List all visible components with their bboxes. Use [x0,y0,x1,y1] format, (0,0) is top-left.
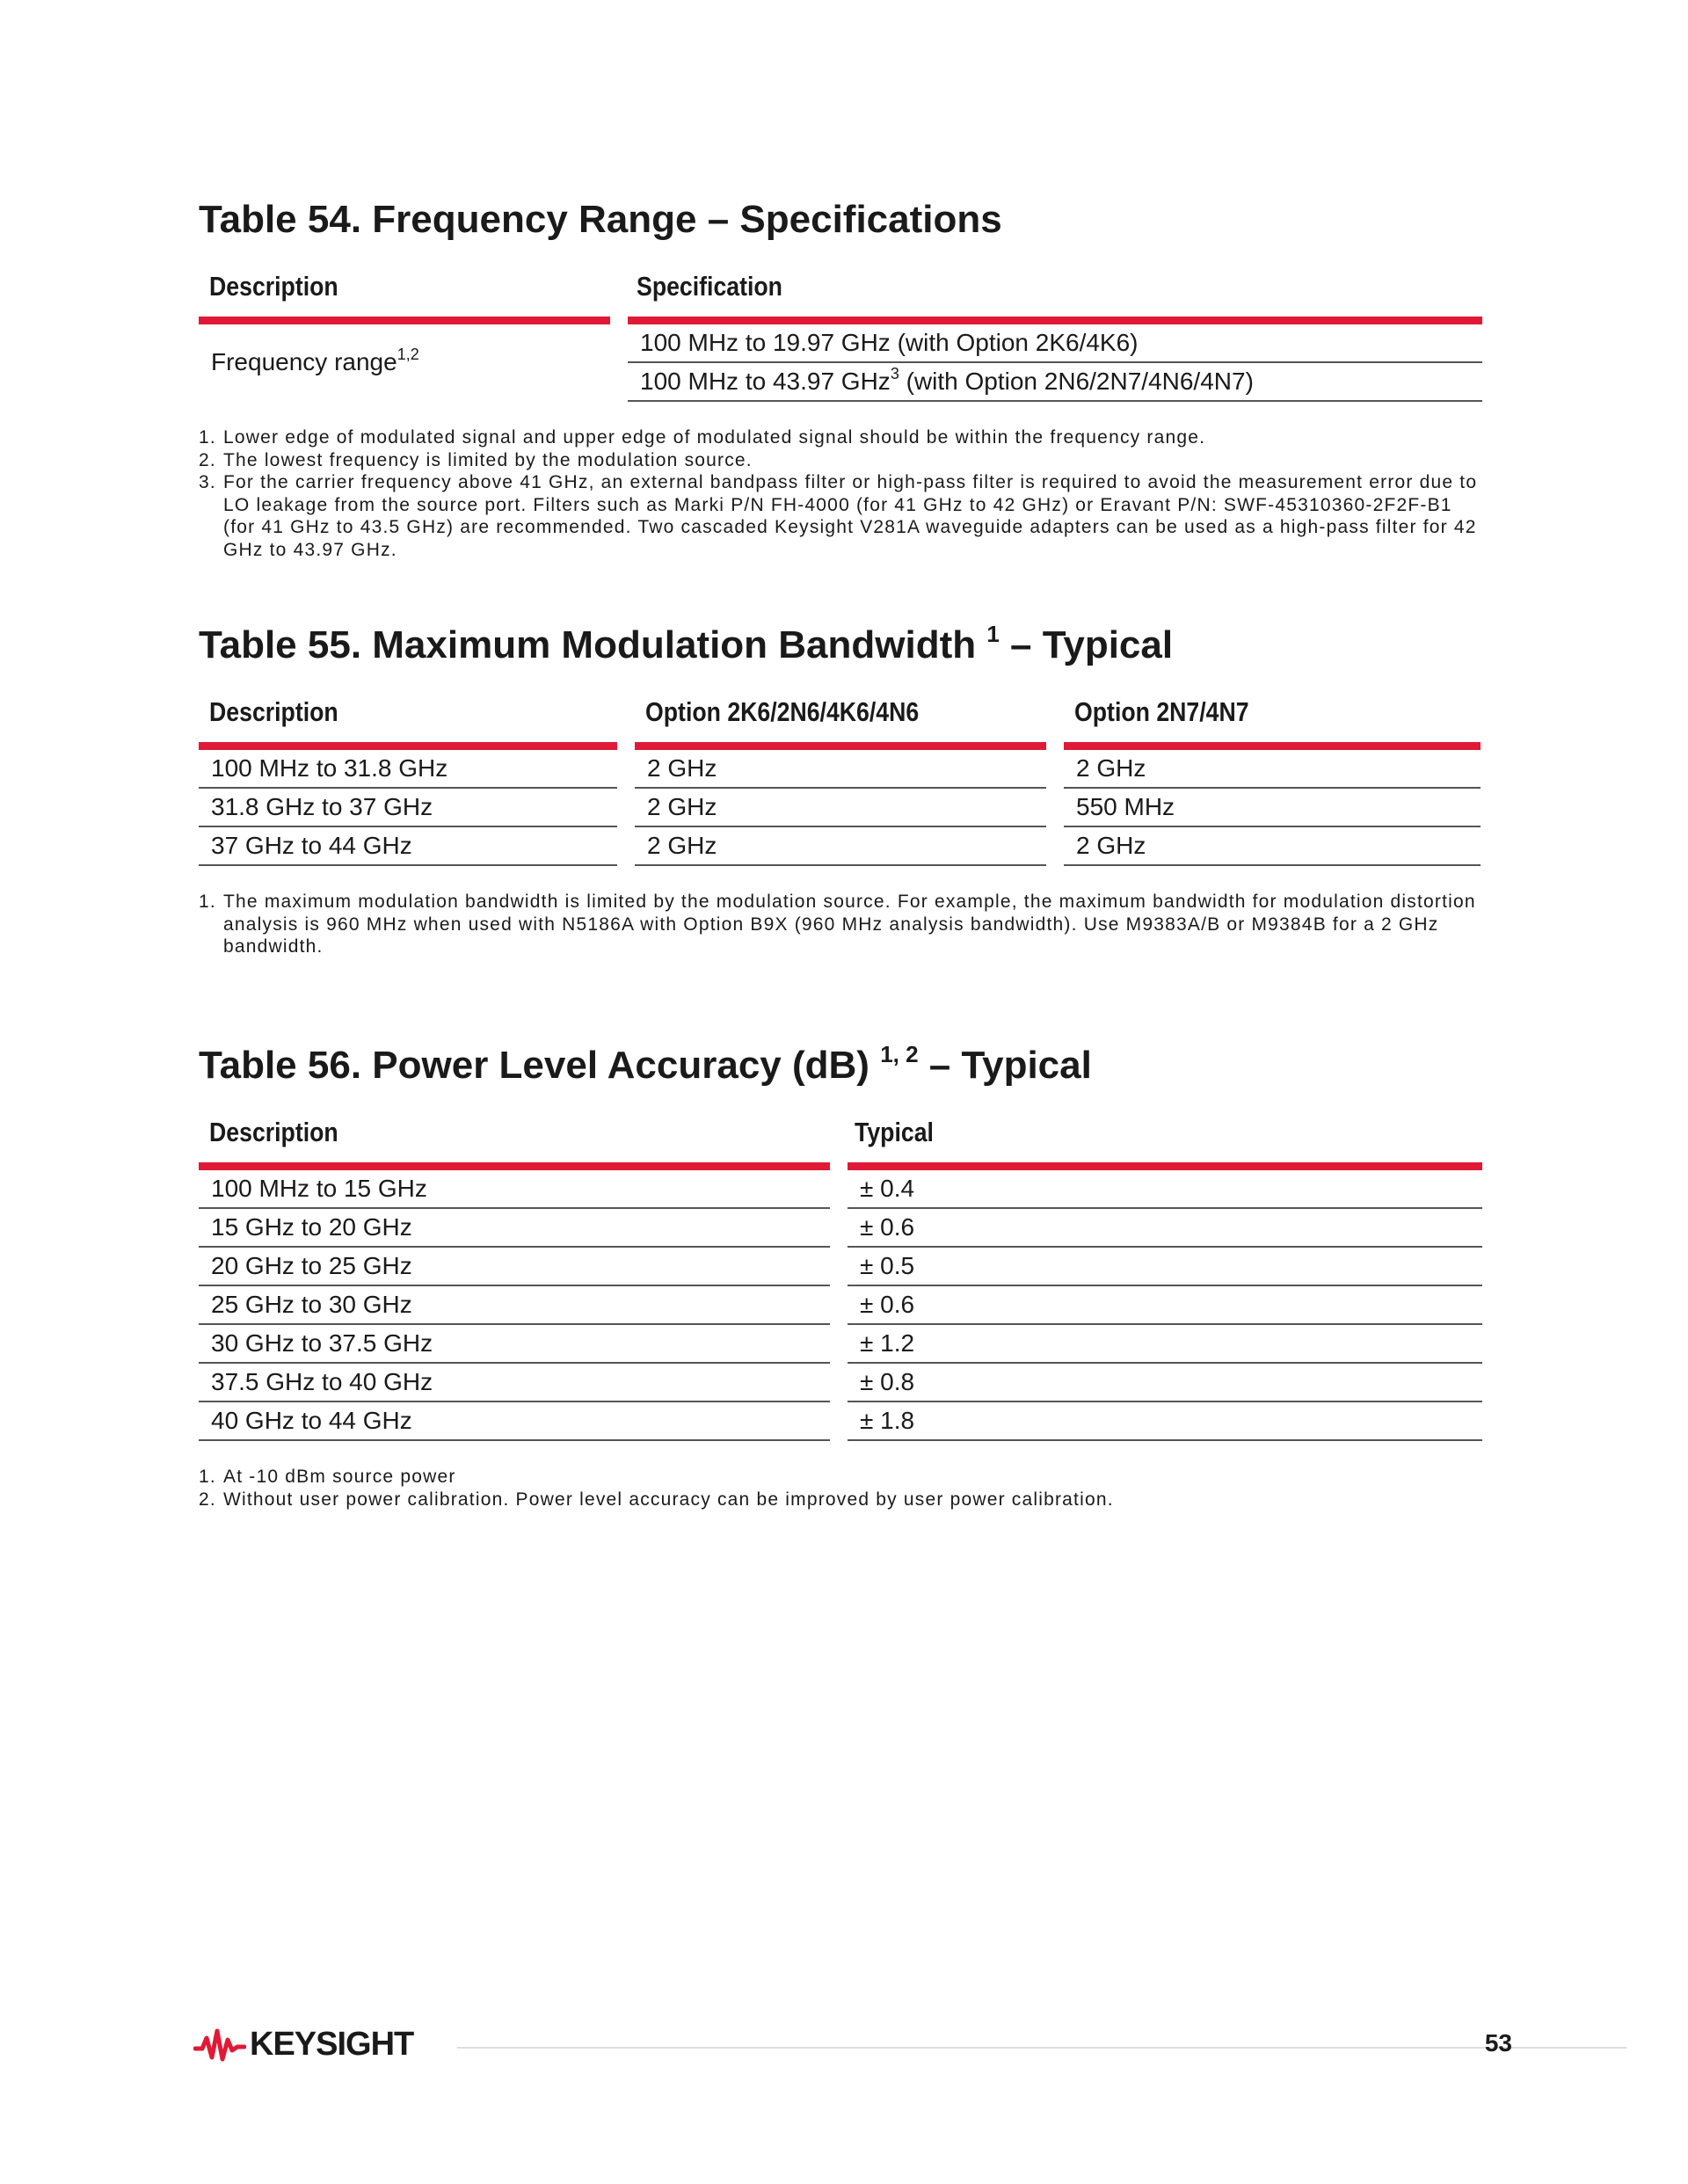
table-cell: 100 MHz to 19.97 GHz (with Option 2K6/4K6) [628,324,1482,363]
column-header-option-2k6: Option 2K6/2N6/4K6/4N6 [645,696,920,727]
footnote: 1. Lower edge of modulated signal and upper edge of modulated signal should be within the frequency range. [199,427,1206,448]
column-header-specification: Specification [637,271,782,302]
table-55-title: Table 55. Maximum Modulation Bandwidth $^1$ – Typical [199,621,1174,666]
table-55-section [199,621,1482,958]
header-rule [628,317,1482,324]
table-56-section [199,1041,1482,1511]
table-cell: ± 0.5 [848,1248,1482,1286]
table-cell: 20 GHz to 25 GHz [199,1248,830,1286]
table-56-notes [199,1466,1482,1511]
table-55-notes [199,891,1482,958]
table-cell: 2 GHz [635,750,1046,789]
footnote: 1. The maximum modulation bandwidth is limited by the modulation source. For example, the maximum bandwidth for modulation distortion analysis is 960 MHz when used with N5186A with Option B9X (960 MHz analysis bandwidth). Use M9383A/B or M9384B for a 2 GHz bandwidth. [199,892,1476,957]
table-cell: ± 1.2 [848,1325,1482,1364]
table-cell: ± 0.6 [848,1209,1482,1248]
table-cell: 37.5 GHz to 40 GHz [199,1364,830,1402]
column-header-description: Description [209,271,338,302]
table-cell: 2 GHz [1064,827,1481,866]
waveform-icon [193,2027,246,2063]
footer-divider [457,2047,1626,2049]
table-cell: ± 0.4 [848,1170,1482,1209]
table-cell: 2 GHz [635,789,1046,827]
table-54-title: Table 54. Frequency Range – Specifications [199,198,1002,241]
table-54-notes [199,426,1482,561]
table-56-title: Table 56. Power Level Accuracy (dB) $^{1, 2}$ – Typical [199,1041,1092,1087]
keysight-logo: KEYSIGHT [193,2026,413,2064]
footnote: 3. For the carrier frequency above 41 GHz, an external bandpass filter or high-pass filter is required to avoid the measurement error due to LO leakage from the source port. Filters such as Marki P/N FH-4000 (for 41 GHz to 42 GHz) or Eravant P/N: SWF-45310360-2F2F-B1 (for 41 GHz to 43.5 GHz) are recommended. Two cascaded Keysight V281A waveguide adapters can be used as a high-pass filter for 42 GHz to 43.97 GHz. [199,472,1478,560]
footnote: 2. Without user power calibration. Power level accuracy can be improved by user power calibration. [199,1489,1114,1510]
table-cell: 100 MHz to 43.97 GHz$^3$ (with Option 2N6/2N7/4N6/4N7) [628,363,1482,402]
table-cell: ± 1.8 [848,1402,1482,1441]
table-cell: Frequency range$^{1,2}$ [211,346,419,375]
table-cell: 550 MHz [1064,789,1481,827]
header-rule [199,1162,830,1170]
header-rule [848,1162,1482,1170]
table-cell: ± 0.6 [848,1286,1482,1325]
column-header-option-2n7: Option 2N7/4N7 [1074,696,1249,727]
table-55 [199,696,1482,866]
header-rule [199,317,610,324]
table-54 [199,271,1482,402]
table-cell: 30 GHz to 37.5 GHz [199,1325,830,1364]
table-cell: 37 GHz to 44 GHz [199,827,617,866]
table-cell: 2 GHz [635,827,1046,866]
column-header-description: Description [209,1117,338,1147]
table-56 [199,1117,1482,1441]
table-cell: 100 MHz to 31.8 GHz [199,750,617,789]
table-cell: 40 GHz to 44 GHz [199,1402,830,1441]
table-cell: 100 MHz to 15 GHz [199,1170,830,1209]
header-rule [1064,742,1481,750]
column-header-typical: Typical [855,1117,934,1147]
table-cell: 31.8 GHz to 37 GHz [199,789,617,827]
column-header-description: Description [209,696,338,727]
header-rule [635,742,1046,750]
table-cell: ± 0.8 [848,1364,1482,1402]
table-cell: 25 GHz to 30 GHz [199,1286,830,1325]
table-cell: 15 GHz to 20 GHz [199,1209,830,1248]
header-rule [199,742,617,750]
page-number: 53 [1484,2029,1512,2057]
footnote: 1. At -10 dBm source power [199,1467,456,1487]
footnote: 2. The lowest frequency is limited by the modulation source. [199,449,753,470]
page-footer [193,2022,1512,2064]
table-cell: 2 GHz [1064,750,1481,789]
table-54-section [199,200,1482,561]
